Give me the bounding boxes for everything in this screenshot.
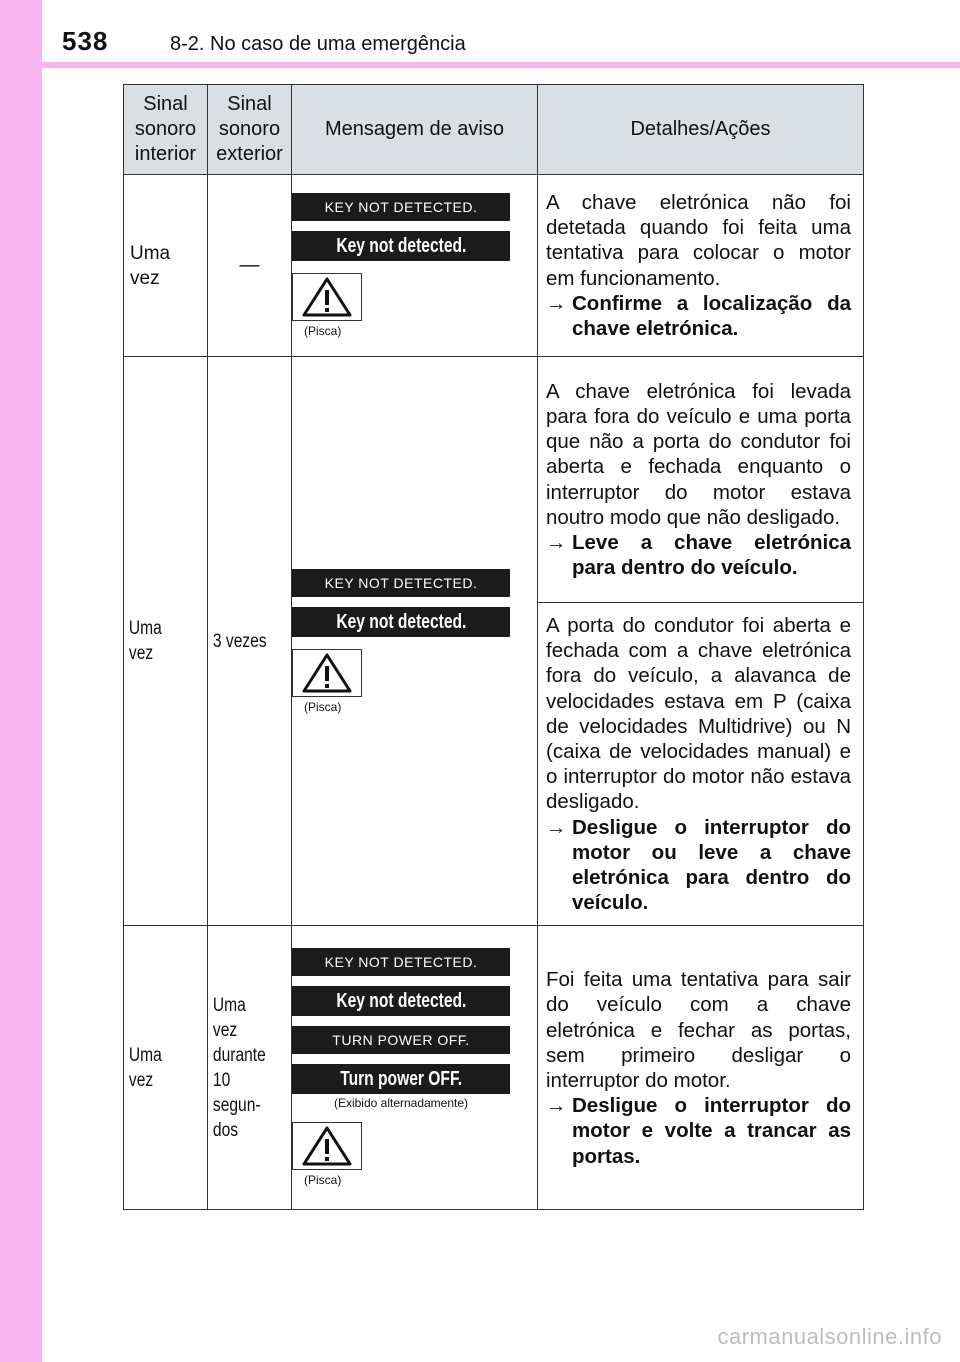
- warning-triangle-icon: [292, 1122, 362, 1170]
- row1-message: [292, 175, 538, 357]
- row3-exterior: Uma vez durante 10 segun- dos: [208, 926, 292, 1210]
- display-key-not-detected: Key not detected.: [292, 986, 510, 1016]
- blink-note: (Pisca): [304, 699, 342, 714]
- side-tab-bar: [0, 0, 42, 1362]
- row2-message: [292, 357, 538, 926]
- row3-interior: Uma vez: [124, 926, 208, 1210]
- display-turn-power-off-plain: TURN POWER OFF.: [292, 1026, 510, 1054]
- row3-message: [292, 926, 538, 1210]
- header-warning-message: Mensagem de aviso: [292, 85, 538, 175]
- table-row: [124, 926, 864, 1210]
- header-rule: [0, 62, 960, 68]
- blink-note: (Pisca): [304, 324, 342, 338]
- row2-detail-b: A porta do condutor foi aberta e fechada com a chave eletrónica fora do veículo, a alavanca de velocidades estava em P (caixa de velocidades Multidrive) ou N (caixa de velocidades manual) e o interruptor do motor não estava desligado. → Desligue o interruptor do motor ou leve a chave eletrónica para dentro do veículo.: [538, 603, 864, 926]
- display-turn-power-off: Turn power OFF.: [292, 1064, 510, 1094]
- row2-interior: Uma vez: [124, 357, 208, 926]
- header-exterior-buzzer: Sinal sonoro exterior: [208, 85, 292, 175]
- action-item: → Desligue o interruptor do motor e volte a trancar as portas.: [546, 1094, 851, 1168]
- display-key-not-detected: Key not detected.: [292, 231, 510, 261]
- display-key-not-detected-plain: KEY NOT DETECTED.: [292, 193, 510, 221]
- warning-table: [123, 84, 864, 1210]
- action-item: → Leve a chave eletrónica para dentro do veículo.: [546, 530, 851, 580]
- display-key-not-detected: Key not detected.: [292, 607, 510, 637]
- table-row: [124, 357, 864, 603]
- header-interior-buzzer: Sinal sonoro interior: [124, 85, 208, 175]
- table-row: [124, 175, 864, 357]
- row2-exterior: 3 vezes: [208, 357, 292, 926]
- alternating-note: (Exibido alternadamente): [333, 1096, 469, 1111]
- page-number: 538: [62, 26, 109, 56]
- row2-detail-a: A chave eletrónica foi levada para fora do veículo e uma porta que não a porta do condutor foi aberta e fechada enquanto o interruptor do motor estava noutro modo que não desligado. → Leve a chave eletrónica para dentro do veículo.: [538, 357, 864, 603]
- blink-note: (Pisca): [304, 1173, 342, 1188]
- action-item: → Confirme a localização da chave eletrónica.: [546, 291, 851, 340]
- header-details-actions: Detalhes/Ações: [538, 85, 864, 175]
- action-item: → Desligue o interruptor do motor ou leve a chave eletrónica para dentro do veículo.: [546, 815, 851, 915]
- warning-triangle-icon: [292, 649, 362, 697]
- row1-detail: A chave eletrónica não foi detetada quando foi feita uma tentativa para colocar o motor em funcionamento. → Confirme a localização da chave eletrónica.: [538, 175, 864, 357]
- row1-exterior: —: [208, 175, 292, 357]
- watermark: carmanualsonline.info: [717, 1324, 942, 1349]
- section-title: 8-2. No caso de uma emergência: [170, 33, 466, 55]
- display-key-not-detected-plain: KEY NOT DETECTED.: [292, 948, 510, 976]
- row1-interior: Uma vez: [124, 175, 208, 357]
- display-key-not-detected-plain: KEY NOT DETECTED.: [292, 569, 510, 597]
- warning-triangle-icon: [292, 273, 362, 321]
- table-header-row: [124, 85, 864, 175]
- row3-detail: Foi feita uma tentativa para sair do veículo com a chave eletrónica e fechar as portas, sem primeiro desligar o interruptor do motor. → Desligue o interruptor do motor e volte a trancar as portas.: [538, 926, 864, 1210]
